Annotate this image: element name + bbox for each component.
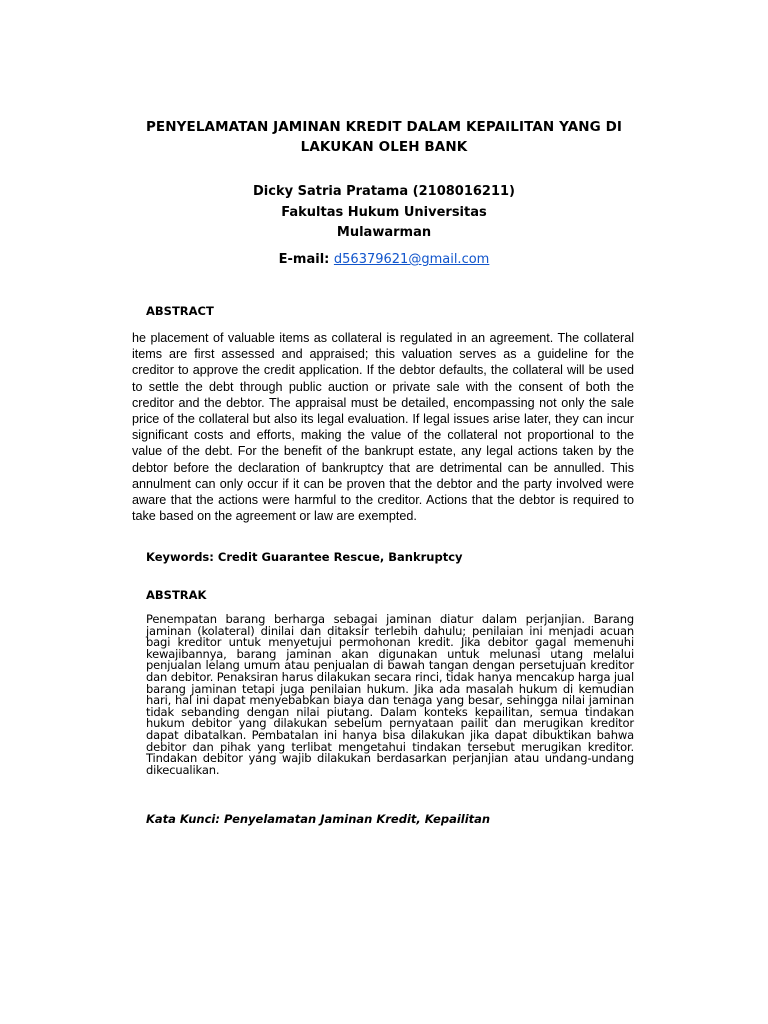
author-affiliation-2: Mulawarman [336,225,432,240]
author-affiliation-1: Fakultas Hukum Universitas [281,204,487,220]
abstract-body: he placement of valuable items as collateral is regulated in an agreement. The collateral items are first assessed and appraised; this valuation serves as a guideline for the creditor to approve the credit application. If the debtor defaults, the collateral will be used to settle the debt through public auction or private sale with the consent of both the creditor and the debtor. The appraisal must be detailed, encompassing not only the sale price of the collateral but also its legal evaluation. If legal issues arise later, they can incur significant costs and efforts, making the value of the collateral not proportional to the value of the debt. For the benefit of the bankrupt estate, any legal actions taken by the debtor before the declaration of bankruptcy that are detrimental can be annulled. This annulment can only occur if it can be proven that the debtor and the party involved were aware that the actions were harmful to the creditor. Actions that the debtor is required to take based on the agreement or law are exempted. [132,331,634,524]
email-link[interactable]: d56379621@gmail.com [333,252,490,267]
email-label: E-mail: [278,252,330,267]
abstract-keywords: Keywords: Credit Guarantee Rescue, Bankruptcy [146,550,463,564]
paper-title [120,117,648,157]
author-name: Dicky Satria Pratama (2108016211) [253,184,515,199]
title-line-1: PENYELAMATAN JAMINAN KREDIT DALAM KEPAILITAN YANG DI [145,119,623,135]
abstrak-keywords: Kata Kunci: Penyelamatan Jaminan Kredit, Kepailitan [146,812,491,826]
abstrak-heading: ABSTRAK [146,588,207,602]
email-line [184,250,584,270]
title-line-2: LAKUKAN OLEH BANK [300,139,468,155]
author-block [184,182,584,244]
abstrak-body: Penempatan barang berharga sebagai jaminan diatur dalam perjanjian. Barang jaminan (kolateral) dinilai dan ditaksir terlebih dahulu; penilaian ini menjadi acuan bagi kreditor untuk menyetujui permohonan kredit. Jika debitor gagal memenuhi kewajibannya, barang jaminan akan digunakan untuk melunasi utang melalui penjualan lelang umum atau penjualan di bawah tangan dengan persetujuan kreditor dan debitor. Penaksiran harus dilakukan secara rinci, tidak hanya mencakup harga jual barang jaminan tetapi juga penilaian hukum. Jika ada masalah hukum di kemudian hari, hal ini dapat menyebabkan biaya dan tenaga yang besar, sehingga nilai jaminan tidak sebanding dengan nilai piutang. Dalam konteks kepailitan, semua tindakan hukum debitor yang dilakukan sebelum pernyataan pailit dan merugikan kreditor dapat dibatalkan. Pembatalan ini hanya bisa dilakukan jika dapat dibuktikan bahwa debitor dan pihak yang terlibat mengetahui tindakan tersebut merugikan kreditor. Tindakan debitor yang wajib dilakukan berdasarkan perjanjian atau undang-undang dikecualikan. [146,612,634,777]
abstract-heading: ABSTRACT [146,304,214,318]
